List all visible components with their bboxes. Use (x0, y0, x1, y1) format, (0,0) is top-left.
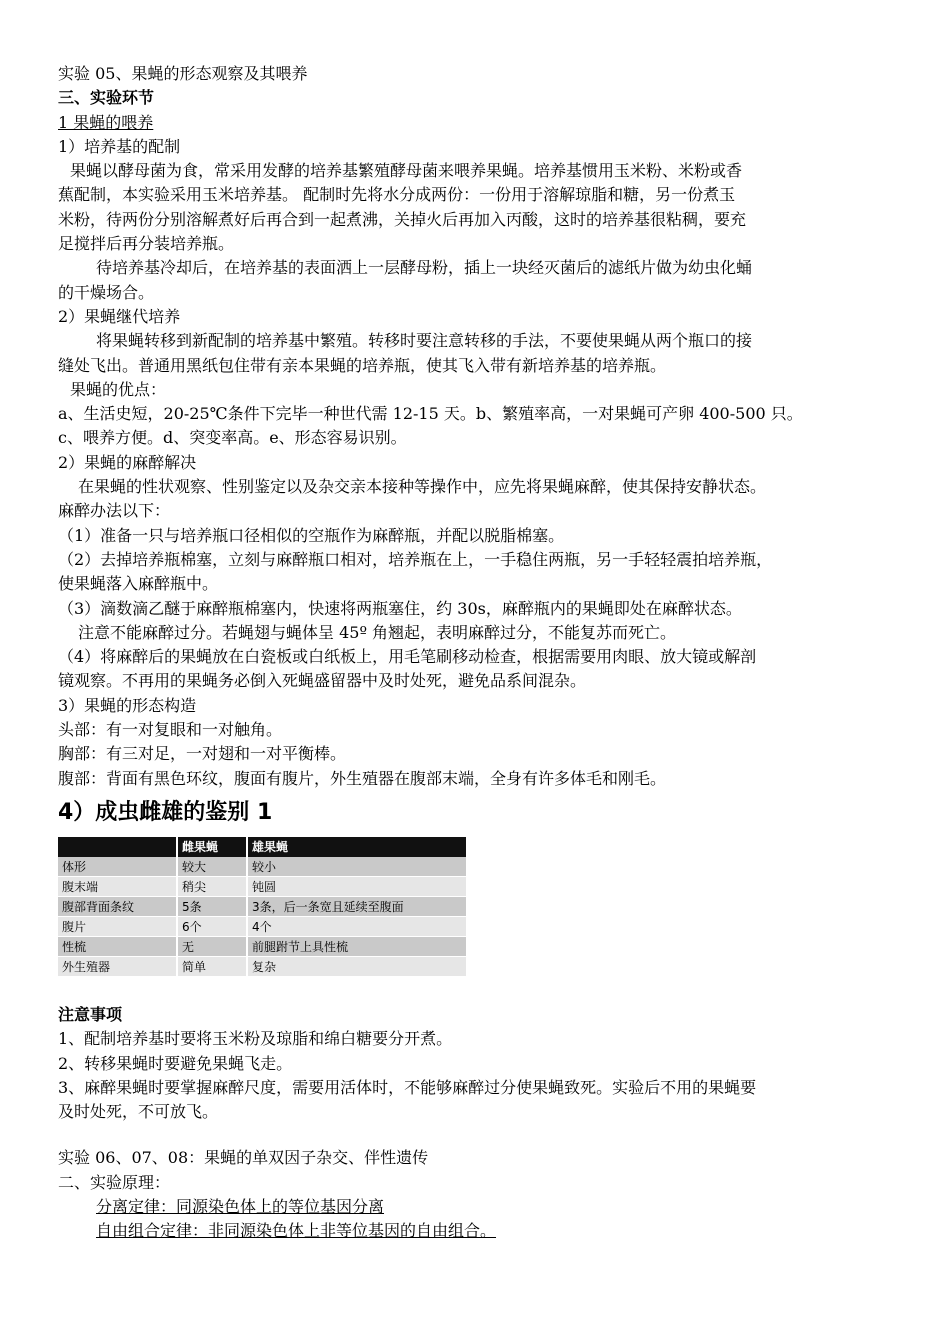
experiment-title: 实验 05、果蝇的形态观察及其喂养 (58, 64, 308, 83)
paragraph-line: 米粉，待两份分别溶解煮好后再合到一起煮沸，关掉火后再加入丙酸，这时的培养基很粘稠，要充 (58, 209, 747, 229)
table-cell: 简单 (177, 956, 247, 976)
paragraph-line: 待培养基冷却后，在培养基的表面洒上一层酵母粉，插上一块经灭菌后的滤纸片做为幼虫化蛹 (96, 258, 753, 278)
comparison-table-wrap (58, 837, 468, 977)
paragraph-line: 蕉配制，本实验采用玉米培养基。 配制时先将水分成两份：一份用于溶解琼脂和糖，另一份煮玉 (58, 185, 736, 205)
paragraph-line: a、生活史短，20-25℃条件下完毕一种世代需 12-15 天。b、繁殖率高，一对果蝇可产卵 400-500 只。 (58, 404, 803, 424)
principle-text: 分离定律：同源染色体上的等位基因分离 (96, 1196, 385, 1216)
table-header-cell (58, 837, 177, 857)
step-heading: 2）果蝇继代培养 (58, 306, 181, 326)
paragraph-line: 果蝇以酵母菌为食，常采用发酵的培养基繁殖酵母菌来喂养果蝇。培养基惯用玉米粉、米粉或香 (70, 161, 743, 181)
table-cell: 稍尖 (177, 876, 247, 896)
paragraph-line: c、喂养方便。d、突变率高。e、形态容易识别。 (58, 428, 407, 448)
list-item: 使果蝇落入麻醉瓶中。 (58, 574, 219, 594)
table-cell: 6个 (177, 916, 247, 936)
paragraph-line: 将果蝇转移到新配制的培养基中繁殖。转移时要注意转移的手法，不要使果蝇从两个瓶口的接 (96, 331, 753, 351)
table-cell: 较小 (247, 857, 467, 877)
paragraph-line: 在果蝇的性状观察、性别鉴定以及杂交亲本接种等操作中，应先将果蝇麻醉，使其保持安静状态。 (78, 477, 767, 497)
paragraph-line: 胸部：有三对足，一对翅和一对平衡棒。 (58, 744, 347, 764)
table-header-row (58, 837, 467, 857)
note-line: 注意不能麻醉过分。若蝇翅与蝇体呈 45º 角翘起，表明麻醉过分，不能复苏而死亡。 (78, 622, 677, 642)
principle-line (58, 1195, 900, 1219)
list-item: （1）准备一只与培养瓶口径相似的空瓶作为麻醉瓶，并配以脱脂棉塞。 (58, 525, 565, 545)
table-row (58, 936, 467, 956)
table-cell: 性梳 (58, 936, 177, 956)
comparison-table (58, 837, 468, 977)
note-item: 1、配制培养基时要将玉米粉及琼脂和绵白糖要分开煮。 (58, 1029, 453, 1049)
section-heading: 三、实验环节 (58, 88, 155, 108)
table-row (58, 956, 467, 976)
table-cell: 钝圆 (247, 876, 467, 896)
experiment-title: 实验 06、07、08：果蝇的单双因子杂交、伴性遗传 (58, 1148, 429, 1168)
list-item: （3）滴数滴乙醚于麻醉瓶棉塞内，快速将两瓶塞住，约 30s，麻醉瓶内的果蝇即处在麻醉状态。 (58, 598, 742, 618)
notes-heading: 注意事项 (58, 1004, 123, 1024)
table-cell: 无 (177, 936, 247, 956)
principle-text: 自由组合定律：非同源染色体上非等位基因的自由组合。 (96, 1221, 497, 1241)
paragraph-line: 的干燥场合。 (58, 282, 155, 302)
table-row (58, 896, 467, 916)
list-item: （2）去掉培养瓶棉塞，立刻与麻醉瓶口相对，培养瓶在上，一手稳住两瓶，另一手轻轻震拍培养瓶， (58, 549, 773, 569)
table-cell: 腹末端 (58, 876, 177, 896)
table-cell: 腹部背面条纹 (58, 896, 177, 916)
advantages-title: 果蝇的优点： (70, 379, 167, 399)
table-cell: 3条，后一条宽且延续至腹面 (247, 896, 467, 916)
paragraph-line: 足搅拌后再分装培养瓶。 (58, 234, 235, 254)
paragraph-line: 腹部：背面有黑色环纹，腹面有腹片，外生殖器在腹部末端，全身有许多体毛和刚毛。 (58, 768, 667, 788)
table-header-cell: 雌果蝇 (177, 837, 247, 857)
document-page (58, 62, 900, 1244)
step-heading: 3）果蝇的形态构造 (58, 695, 197, 715)
paragraph-line: 缝处飞出。普通用黑纸包住带有亲本果蝇的培养瓶，使其飞入带有新培养基的培养瓶。 (58, 355, 667, 375)
table-cell: 体形 (58, 857, 177, 877)
table-cell: 腹片 (58, 916, 177, 936)
section-heading: 二、实验原理： (58, 1172, 171, 1192)
subsection-heading: 1 果蝇的喂养 (58, 112, 154, 132)
table-row (58, 916, 467, 936)
note-item: 3、麻醉果蝇时要掌握麻醉尺度，需要用活体时，不能够麻醉过分使果蝇致死。实验后不用的果蝇要 (58, 1077, 757, 1097)
step-heading: 2）果蝇的麻醉解决 (58, 452, 197, 472)
table-cell: 较大 (177, 857, 247, 877)
table-row (58, 876, 467, 896)
table-cell: 外生殖器 (58, 956, 177, 976)
note-item: 及时处死，不可放飞。 (58, 1102, 219, 1122)
list-item: （4）将麻醉后的果蝇放在白瓷板或白纸板上，用毛笔刷移动检查，根据需要用肉眼、放大镜或解剖 (58, 647, 757, 667)
paragraph-line: 头部：有一对复眼和一对触角。 (58, 720, 283, 740)
table-header-cell: 雄果蝇 (247, 837, 467, 857)
table-cell: 前腿跗节上具性梳 (247, 936, 467, 956)
table-cell: 复杂 (247, 956, 467, 976)
table-cell: 5条 (177, 896, 247, 916)
large-heading: 4）成虫雌雄的鉴别 1 (58, 799, 273, 825)
principle-line (58, 1219, 900, 1243)
paragraph-line: 麻醉办法以下： (58, 501, 171, 521)
table-cell: 4个 (247, 916, 467, 936)
step-heading: 1）培养基的配制 (58, 136, 181, 156)
note-item: 2、转移果蝇时要避免果蝇飞走。 (58, 1053, 293, 1073)
table-row (58, 857, 467, 877)
list-item: 镜观察。不再用的果蝇务必倒入死蝇盛留器中及时处死，避免品系间混杂。 (58, 671, 587, 691)
